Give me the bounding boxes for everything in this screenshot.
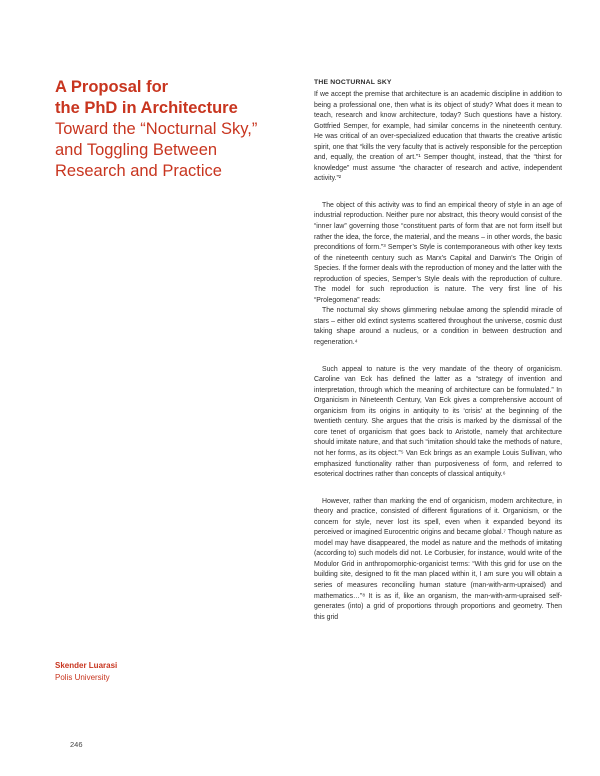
article-title <box>55 77 280 182</box>
paragraph-1: If we accept the premise that architecture is an academic discipline in addition to being a professional one, then what is its object of study? What does it mean to teach, research and know architecture, today? Such questions have a history. Gottfried Semper, for example, had similar concerns in the nineteenth century. He was critical of an over-specialized education that thwarts the creative artistic spirit, one that “kills the very faculty that is actively responsible for the perception and, equally, the creation of art.”¹ Semper thought, instead, that the “thirst for knowledge” must assume “the character of research and active, independent activity.”² <box>314 91 562 183</box>
paragraph-3: Such appeal to nature is the very mandate of the theory of organicism. Caroline van Eck has defined the latter as a “strategy of invention and interpretation, through which the meaning of architecture can be formulated.” In Organicism in Nineteenth Century, Van Eck gives a comprehensive account of organicism from its origins in antiquity to its ‘crisis’ at the beginning of the twentieth century. She argues that the crisis is marked by the dismissal of the core tenet of organicism that goes back to Aristotle, namely that architecture should imitate nature, and that such “imitation should take the methods of nature, not her forms, as its object.”⁵ Van Eck brings as an example Louis Sullivan, who emphasized functionality rather than purposiveness of form, and referred to esoterical doctrines rather than concepts of classical antiquity.⁶ <box>314 365 562 479</box>
subtitle-line-3: Research and Practice <box>55 162 222 180</box>
author-affiliation: Polis University <box>55 673 110 682</box>
article-body <box>314 78 562 623</box>
title-main <box>55 77 280 119</box>
author-info <box>55 660 255 684</box>
title-subtitle <box>55 119 280 182</box>
subtitle-line-2: and Toggling Between <box>55 141 218 159</box>
author-name: Skender Luarasi <box>55 661 118 670</box>
subtitle-line-1: Toward the “Nocturnal Sky,” <box>55 120 258 138</box>
section-heading: THE NOCTURNAL SKY <box>314 79 392 86</box>
block-quote: The nocturnal sky shows glimmering nebulae among the splendid miracle of stars – either old extinct systems scattered throughout the universe, cosmic dust taking shape around a nucleus, or a condition in between destruction and regeneration.⁴ <box>314 307 562 347</box>
title-line-1: A Proposal for <box>55 78 169 96</box>
page-number: 246 <box>70 740 83 749</box>
title-line-2: the PhD in Architecture <box>55 99 238 117</box>
paragraph-2: The object of this activity was to find an empirical theory of style in an age of industrial reproduction. Neither pure nor abstract, this theory would consist of the “inner law” governing those “constituent parts of form that are not form itself but rather the idea, the force, the material, and the means – in other words, the basic preconditions of form.”³ Semper’s Style is contemporaneous with other key texts of the nineteenth century such as Marx’s Capital and Darwin’s The Origin of Species. If the former deals with the reproduction of money and the latter with the reproduction of species, Semper’s Style deals with the reproduction of culture. The model for such reproduction is nature. The very first line of his “Prolegomena” reads: <box>314 201 562 304</box>
paragraph-4: However, rather than marking the end of organicism, modern architecture, in theory and practice, consisted of different figurations of it. Organicism, or the concern for style, never lost its spell, even when it expanded beyond its perceived or imagined Eurocentric origins and became global.⁷ Though nature as model may have disappeared, the model as nature and the methods of imitating (according to) such models did not. Le Corbusier, for instance, would write of the Modulor Grid in anthropomorphic-organicist terms: “With this grid for use on the building site, designed to fit the man placed within it, I am sure you will obtain a series of measures reconciling human stature (man-with-arm-upraised) and mathematics…”⁸ It is as if, like an organism, the man-with-arm-upraised self-generates (into) a grid of proportions through proportions and geometry. Then this grid <box>314 497 562 621</box>
